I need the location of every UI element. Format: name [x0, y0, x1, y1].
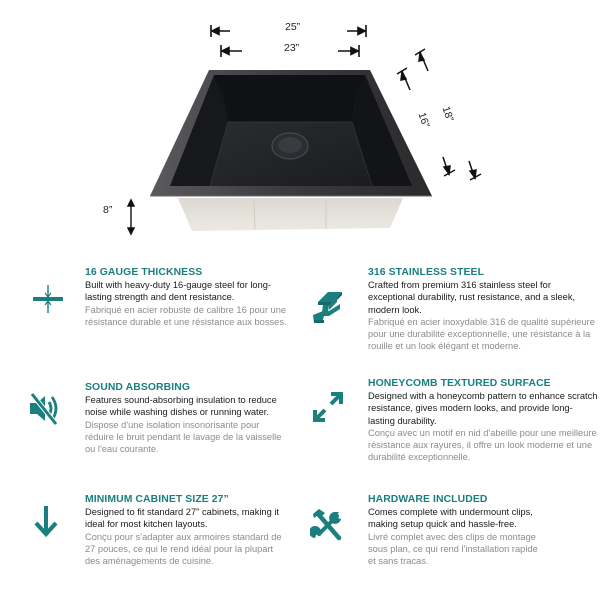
feature-description-fr: Fabriqué en acier robuste de calibre 16 pour une résistance durable et une résistance aux bosses.: [85, 304, 287, 327]
feature-description-fr: Livré complet avec des clips de montage sous plan, ce qui rend l'installation rapide et sans tracas.: [368, 531, 538, 567]
feature-title: SOUND ABSORBING: [85, 382, 191, 393]
dimension-outer-depth: 18”: [439, 104, 456, 124]
dimension-inner-depth: 16”: [415, 110, 432, 130]
steel-beam-icon: [310, 290, 346, 326]
feature-title: MINIMUM CABINET SIZE 27”: [85, 494, 229, 505]
depth-vertical-arrow: [128, 200, 134, 234]
expand-arrows-icon: [310, 389, 346, 425]
feature-description-en: Crafted from premium 316 stainless steel for exceptional durability, rust resistance, and a sleek, modern look.: [368, 280, 576, 315]
feature-title: 316 STAINLESS STEEL: [368, 267, 485, 278]
arrow-down-icon: [28, 503, 64, 539]
feature-description-en: Designed with a honeycomb pattern to enhance scratch resistance, gives modern looks, and provide long-lasting durability.: [368, 391, 598, 426]
sink-image: [0, 0, 600, 255]
feature-description-fr: Fabriqué en acier inoxydable 316 de qualité supérieure pour une durabilité exceptionnelle, une résistance à la rouille et un look élégant et moderne.: [368, 316, 595, 352]
feature-title: 16 GAUGE THICKNESS: [85, 267, 203, 278]
sound-muted-icon: [26, 391, 62, 427]
feature-description-fr: Conçu avec un motif en nid d'abeille pour une meilleure résistance aux rayures, il offre un look moderne et une durabilité exceptionnelle.: [368, 427, 597, 463]
thickness-compress-icon: [30, 281, 66, 317]
feature-description-en: Designed to fit standard 27" cabinets, making it ideal for most kitchen layouts.: [85, 507, 279, 530]
dimension-outer-width: 25”: [285, 21, 301, 33]
dimension-bowl-depth: 8”: [103, 204, 113, 216]
feature-title: HARDWARE INCLUDED: [368, 494, 488, 505]
feature-description-en: Comes complete with undermount clips, making setup quick and hassle-free.: [368, 507, 533, 530]
product-dimension-figure: [0, 0, 600, 255]
feature-title: HONEYCOMB TEXTURED SURFACE: [368, 378, 551, 389]
tools-icon: [310, 507, 346, 543]
dimension-inner-width: 23”: [284, 42, 300, 54]
sound-pad: [178, 198, 403, 231]
feature-description-fr: Conçu pour s'adapter aux armoires standard de 27 pouces, ce qui le rend idéal pour la plupart des aménagements de cuisine.: [85, 531, 282, 567]
feature-description-en: Built with heavy-duty 16-gauge steel for long-lasting strength and dent resistance.: [85, 280, 272, 303]
feature-description-en: Features sound-absorbing insulation to reduce noise while washing dishes or running water.: [85, 395, 277, 418]
feature-description-fr: Dispose d'une isolation insonorisante pour réduire le bruit pendant le lavage de la vaisselle ou l'eau courante.: [85, 419, 282, 455]
